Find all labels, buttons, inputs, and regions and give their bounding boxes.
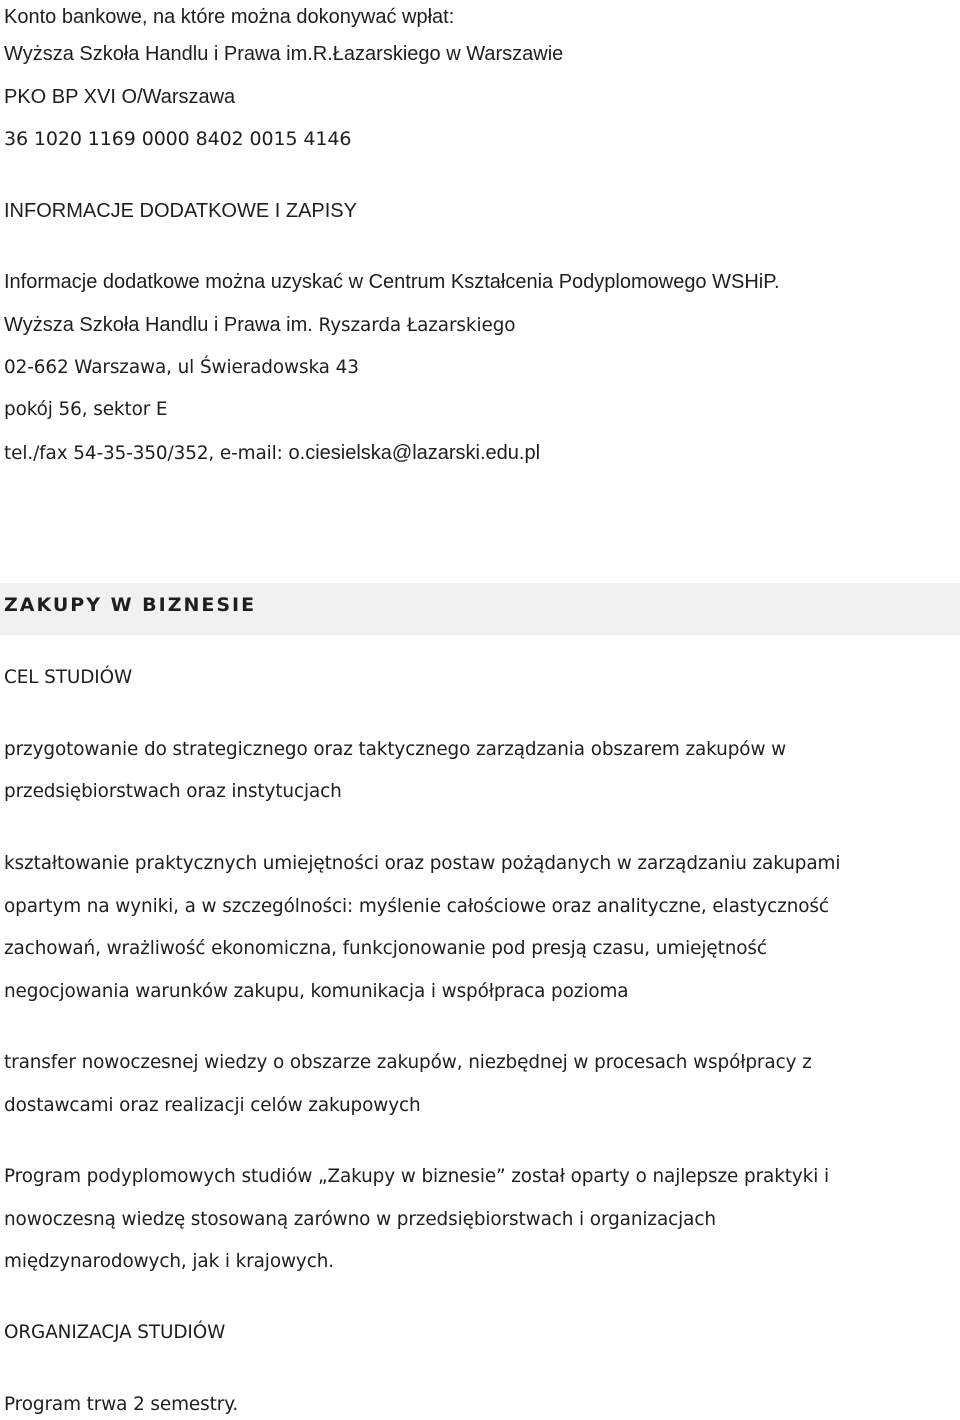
info-line-centre: Informacje dodatkowe można uzyskać w Centrum Kształcenia Podyplomowego WSHiP. <box>4 271 780 293</box>
bank-recipient: Wyższa Szkoła Handlu i Prawa im.R.Łazarskiego w Warszawie <box>4 43 564 65</box>
info-room: pokój 56, sektor E <box>4 399 168 420</box>
info-school-name: Wyższa Szkoła Handlu i Prawa im. <box>4 314 313 336</box>
goals-p3-line2: dostawcami oraz realizacji celów zakupowych <box>4 1095 421 1116</box>
goals-heading: CEL STUDIÓW <box>4 667 133 688</box>
goals-p2-line4: negocjowania warunków zakupu, komunikacja i współpraca pozioma <box>4 981 629 1002</box>
goals-p4-line1: Program podyplomowych studiów „Zakupy w biznesie” został oparty o najlepsze praktyki i <box>4 1166 829 1187</box>
bank-intro: Konto bankowe, na które można dokonywać wpłat: <box>4 6 455 28</box>
goals-p4-line3: międzynarodowych, jak i krajowych. <box>4 1251 335 1272</box>
info-address: 02-662 Warszawa, ul Świeradowska 43 <box>4 357 359 378</box>
info-heading: INFORMACJE DODATKOWE I ZAPISY <box>4 200 357 222</box>
goals-p2-line2: opartym na wyniki, a w szczególności: myślenie całościowe oraz analityczne, elastyczność <box>4 896 829 917</box>
goals-p2-line3: zachowań, wrażliwość ekonomiczna, funkcjonowanie pod presją czasu, umiejętność <box>4 938 767 959</box>
organization-heading: ORGANIZACJA STUDIÓW <box>4 1322 226 1343</box>
info-line-school <box>4 312 515 339</box>
goals-p2-line1: kształtowanie praktycznych umiejętności oraz postaw pożądanych w zarządzaniu zakupami <box>4 853 841 874</box>
bank-name: PKO BP XVI O/Warszawa <box>4 86 236 108</box>
email-link[interactable]: o.ciesielska@lazarski.edu.pl <box>288 442 541 464</box>
goals-p1-line2: przedsiębiorstwach oraz instytucjach <box>4 781 342 802</box>
info-contact <box>4 440 540 467</box>
goals-p3-line1: transfer nowoczesnej wiedzy o obszarze zakupów, niezbędnej w procesach współpracy z <box>4 1052 812 1073</box>
info-school-patron: Ryszarda Łazarskiego <box>312 315 516 336</box>
organization-duration: Program trwa 2 semestry. <box>4 1394 239 1415</box>
goals-p1-line1: przygotowanie do strategicznego oraz taktycznego zarządzania obszarem zakupów w <box>4 739 787 760</box>
section-title: ZAKUPY W BIZNESIE <box>4 594 257 616</box>
bank-account-number: 36 1020 1169 0000 8402 0015 4146 <box>4 128 352 150</box>
info-contact-phone: tel./fax 54-35-350/352, e-mail: <box>4 443 289 464</box>
goals-p4-line2: nowoczesną wiedzę stosowaną zarówno w przedsiębiorstwach i organizacjach <box>4 1209 716 1230</box>
